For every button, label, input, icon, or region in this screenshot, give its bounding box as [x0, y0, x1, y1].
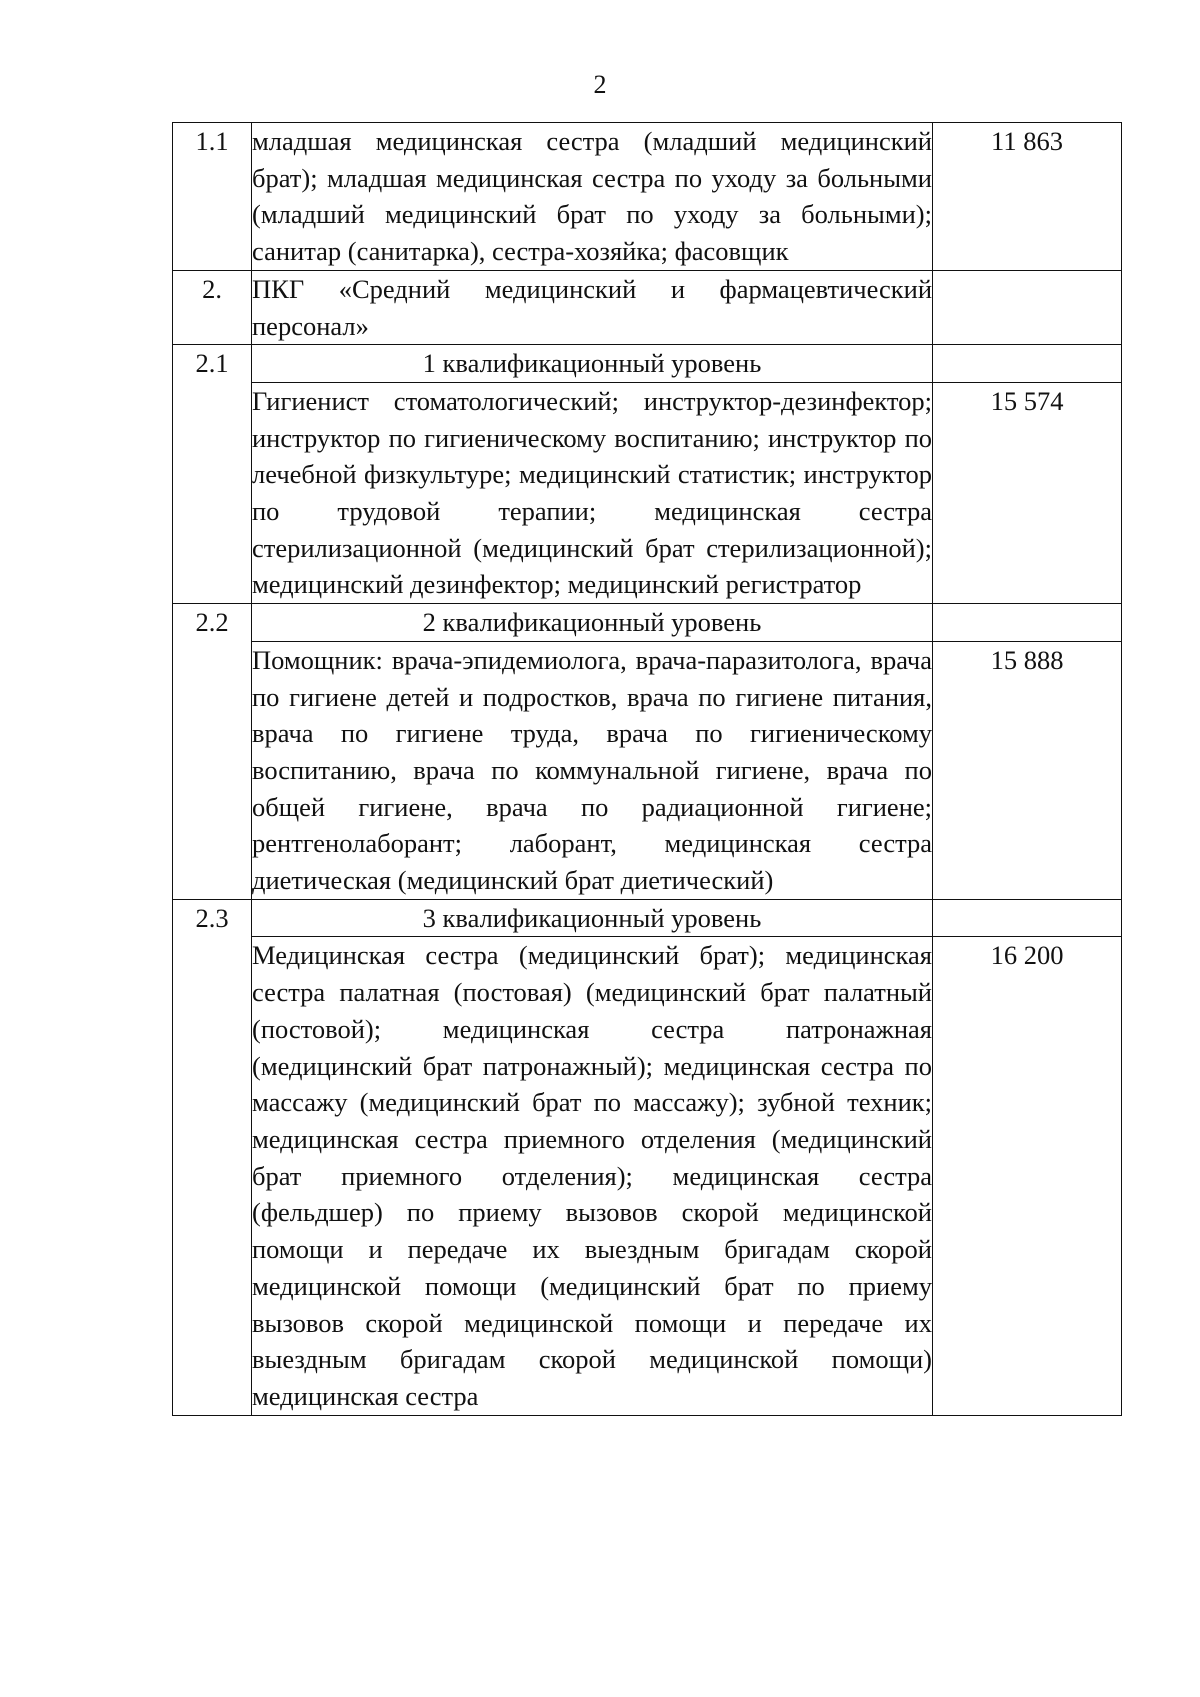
- salary-value: [933, 270, 1122, 344]
- table-row: [173, 641, 1122, 899]
- table-row: [173, 899, 1122, 937]
- position-list: младшая медицинская сестра (младший медицинский брат); младшая медицинская сестра по уходу за больными (младший медицинский брат по уходу за больными); санитар (санитарка), сестра-хозяйка; фасовщик: [252, 123, 933, 271]
- salary-table: [172, 122, 1122, 1416]
- salary-value: 11 863: [933, 123, 1122, 271]
- position-list: Гигиенист стоматологический; инструктор-дезинфектор; инструктор по гигиеническому воспитанию; инструктор по лечебной физкультуре; медицинский статистик; инструктор по трудовой терапии; медицинская сестра стерилизационной (медицинский брат стерилизационной); медицинский дезинфектор; медицинский регистратор: [252, 382, 933, 603]
- salary-value: 16 200: [933, 937, 1122, 1415]
- row-number: 2.: [173, 270, 252, 344]
- qualification-level: 1 квалификационный уровень: [252, 345, 933, 383]
- salary-empty: [933, 345, 1122, 383]
- table-row: [173, 604, 1122, 642]
- table-row: [173, 382, 1122, 603]
- position-list: Медицинская сестра (медицинский брат); медицинская сестра палатная (постовая) (медицинский брат палатный (постовой); медицинская сестра патронажная (медицинский брат патронажный); медицинская сестра по массажу (медицинский брат по массажу); зубной техник; медицинская сестра приемного отделения (медицинский брат приемного отделения); медицинская сестра (фельдшер) по приему вызовов скорой медицинской помощи и передаче их выездным бригадам скорой медицинской помощи (медицинский брат по приему вызовов скорой медицинской помощи и передаче их выездным бригадам скорой медицинской помощи) медицинская сестра: [252, 937, 933, 1415]
- page-number: 2: [593, 70, 607, 99]
- group-title: ПКГ «Средний медицинский и фармацевтический персонал»: [252, 270, 933, 344]
- salary-value: 15 888: [933, 641, 1122, 899]
- position-list: Помощник: врача-эпидемиолога, врача-паразитолога, врача по гигиене детей и подростков, врача по гигиене питания, врача по гигиене труда, врача по гигиеническому воспитанию, врача по коммунальной гигиене, врача по общей гигиене, врача по радиационной гигиене; рентгенолаборант; лаборант, медицинская сестра диетическая (медицинский брат диетический): [252, 641, 933, 899]
- salary-value: 15 574: [933, 382, 1122, 603]
- qualification-level: 2 квалификационный уровень: [252, 604, 933, 642]
- row-number: 2.2: [173, 604, 252, 900]
- table-row: [173, 270, 1122, 344]
- row-number: 2.1: [173, 345, 252, 604]
- table-row: [173, 123, 1122, 271]
- row-number: 2.3: [173, 899, 252, 1415]
- row-number: 1.1: [173, 123, 252, 271]
- salary-empty: [933, 899, 1122, 937]
- table-row: [173, 937, 1122, 1415]
- salary-empty: [933, 604, 1122, 642]
- table-row: [173, 345, 1122, 383]
- qualification-level: 3 квалификационный уровень: [252, 899, 933, 937]
